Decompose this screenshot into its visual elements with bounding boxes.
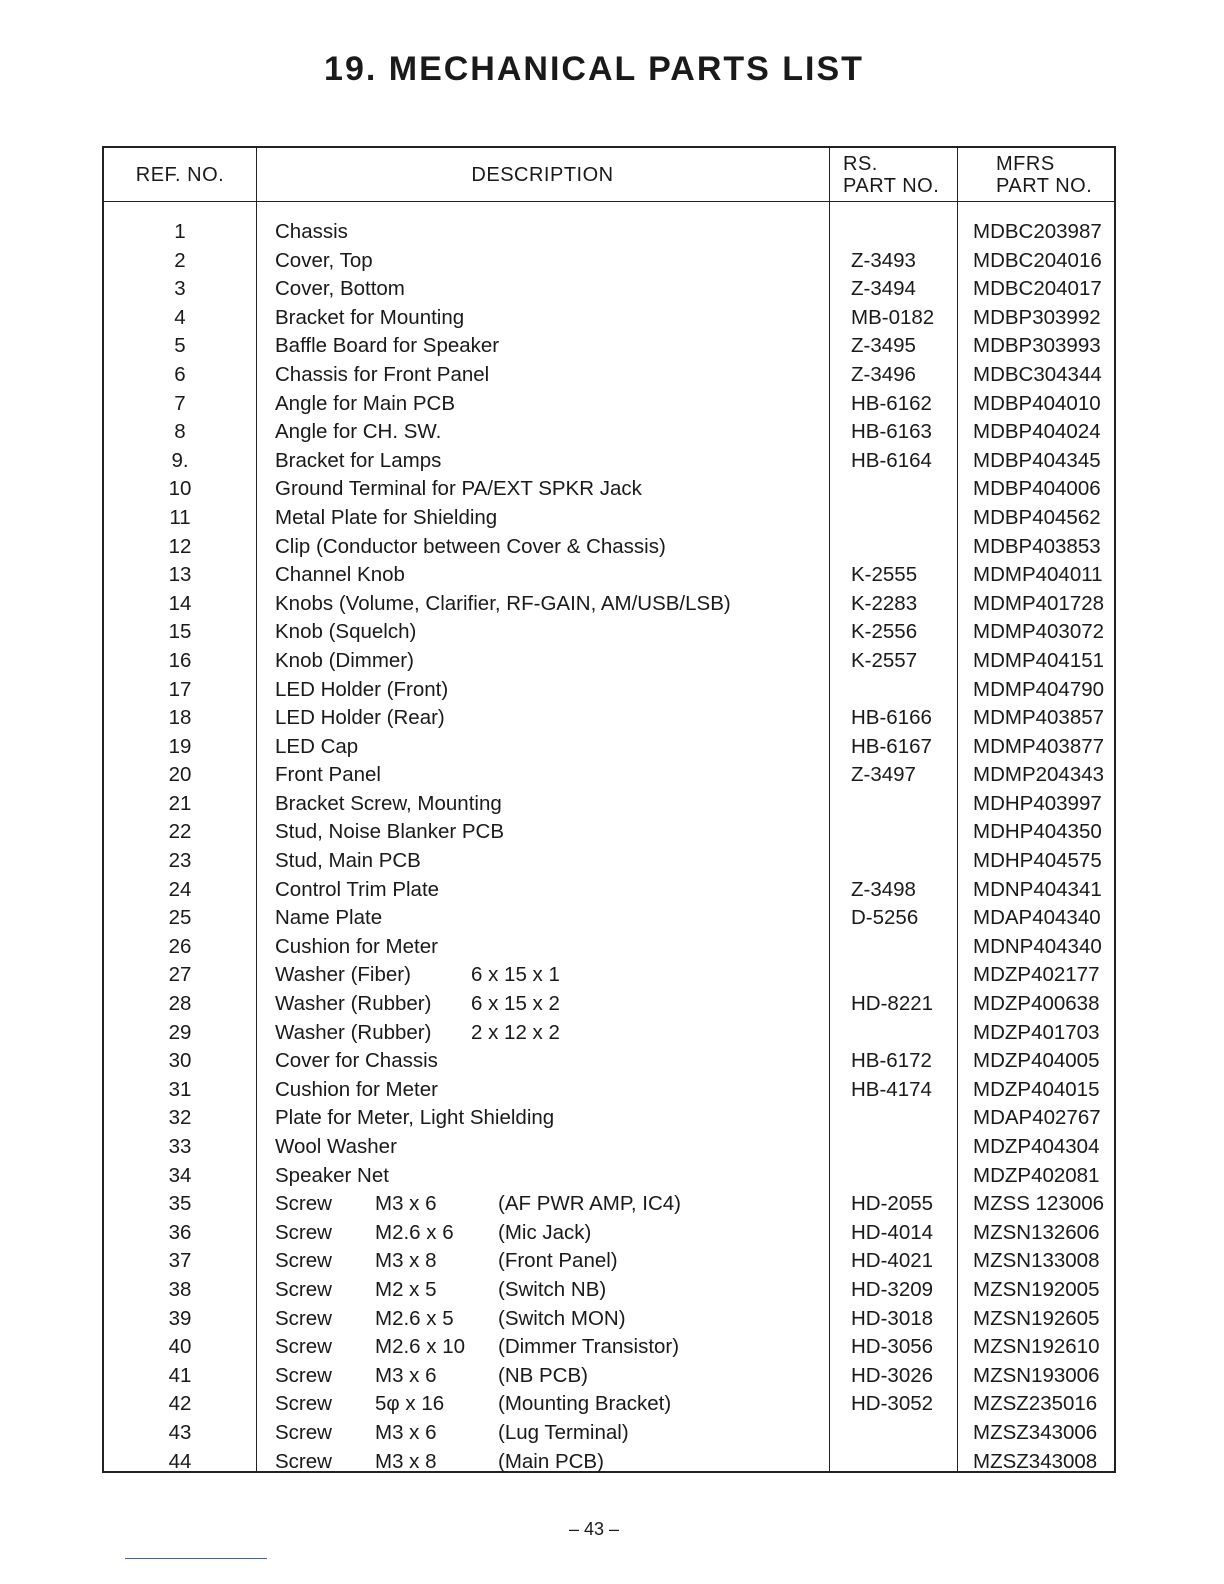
ref-cell: 37: [168, 1249, 192, 1273]
mfrs-part-cell: MDZP404015: [973, 1077, 1100, 1101]
note-cell: (Lug Terminal): [498, 1420, 629, 1444]
mfrs-part-cell: MDMP403857: [973, 706, 1105, 730]
ref-cell: 15: [168, 620, 192, 644]
mfrs-part-cell: MDBC204017: [973, 277, 1102, 301]
mfrs-part-cell: MDNP404341: [973, 877, 1102, 901]
ref-cell: 4: [174, 305, 186, 329]
rs-part-cell: HB-6162: [851, 391, 932, 415]
note-cell: (Switch MON): [498, 1306, 626, 1330]
description-cell: Chassis for Front Panel: [275, 362, 490, 386]
mfrs-part-cell: MDHP404350: [973, 820, 1102, 844]
description-cell: Stud, Main PCB: [275, 849, 421, 873]
description-cell: Screw: [275, 1363, 332, 1387]
table-row: [104, 1104, 1114, 1133]
ref-cell: 24: [168, 877, 192, 901]
description-cell: LED Cap: [275, 734, 359, 758]
table-row: [104, 304, 1114, 333]
size-cell: M3 x 6: [375, 1363, 437, 1387]
mfrs-part-cell: MZSN192005: [973, 1277, 1100, 1301]
mfrs-part-cell: MDBP303993: [973, 334, 1101, 358]
ref-cell: 28: [168, 992, 192, 1016]
description-cell: Knob (Squelch): [275, 620, 417, 644]
ref-cell: 25: [168, 906, 192, 930]
description-cell: Channel Knob: [275, 563, 405, 587]
mfrs-part-cell: MDMP404151: [973, 648, 1105, 672]
ref-cell: 2: [174, 248, 186, 272]
description-cell: Washer (Rubber): [275, 1020, 432, 1044]
rs-part-cell: Z-3497: [851, 763, 916, 787]
description-cell: Cover, Top: [275, 248, 373, 272]
header-ref: REF. NO.: [135, 164, 225, 186]
page-title: 19. MECHANICAL PARTS LIST: [324, 50, 864, 88]
mfrs-part-cell: MDAP404340: [973, 906, 1101, 930]
rs-part-cell: HD-2055: [851, 1192, 934, 1216]
table-row: [104, 361, 1114, 390]
description-cell: Cushion for Meter: [275, 1077, 438, 1101]
rs-part-cell: HD-3056: [851, 1335, 934, 1359]
note-cell: (NB PCB): [498, 1363, 588, 1387]
size-cell: M3 x 6: [375, 1192, 437, 1216]
rs-part-cell: HB-6163: [851, 420, 932, 444]
table-row: [104, 933, 1114, 962]
ref-cell: 23: [168, 849, 192, 873]
ref-cell: 6: [174, 362, 186, 386]
mfrs-part-cell: MDBP403853: [973, 534, 1101, 558]
ref-cell: 31: [168, 1077, 192, 1101]
ref-cell: 13: [168, 563, 192, 587]
ref-cell: 7: [174, 391, 186, 415]
mfrs-part-cell: MDHP403997: [973, 791, 1102, 815]
rs-part-cell: HB-6167: [851, 734, 932, 758]
size-cell: M2.6 x 6: [375, 1220, 454, 1244]
table-row: [104, 504, 1114, 533]
rs-part-cell: HD-3209: [851, 1277, 934, 1301]
rs-part-cell: HD-4021: [851, 1249, 934, 1273]
note-cell: (Mounting Bracket): [498, 1392, 672, 1416]
mfrs-part-cell: MDAP402767: [973, 1106, 1101, 1130]
note-cell: (Front Panel): [498, 1249, 618, 1273]
description-cell: Screw: [275, 1420, 332, 1444]
mfrs-part-cell: MZSZ343006: [973, 1420, 1098, 1444]
table-row: [104, 1276, 1114, 1305]
table-row: [104, 275, 1114, 304]
description-cell: Speaker Net: [275, 1163, 389, 1187]
ref-cell: 36: [168, 1220, 192, 1244]
size-cell: 2 x 12 x 2: [471, 1020, 560, 1044]
table-row: [104, 247, 1114, 276]
ref-cell: 22: [168, 820, 192, 844]
mfrs-part-cell: MDBP303992: [973, 305, 1101, 329]
ref-cell: 21: [168, 791, 192, 815]
rs-part-cell: HD-3018: [851, 1306, 934, 1330]
table-row: [104, 1333, 1114, 1362]
size-cell: M2 x 5: [375, 1277, 437, 1301]
ref-cell: 40: [168, 1335, 192, 1359]
description-cell: Knob (Dimmer): [275, 648, 414, 672]
ref-cell: 30: [168, 1049, 192, 1073]
ref-cell: 27: [168, 963, 192, 987]
table-row: [104, 818, 1114, 847]
description-cell: Cover for Chassis: [275, 1049, 438, 1073]
rs-part-cell: K-2555: [851, 563, 918, 587]
mfrs-part-cell: MDMP204343: [973, 763, 1105, 787]
description-cell: Angle for CH. SW.: [275, 420, 442, 444]
mfrs-part-cell: MDBP404006: [973, 477, 1101, 501]
description-cell: Stud, Noise Blanker PCB: [275, 820, 505, 844]
description-cell: Bracket for Mounting: [275, 305, 465, 329]
note-cell: (Mic Jack): [498, 1220, 592, 1244]
description-cell: Bracket for Lamps: [275, 448, 442, 472]
size-cell: M3 x 8: [375, 1249, 437, 1273]
ref-cell: 34: [168, 1163, 192, 1187]
note-cell: (Main PCB): [498, 1449, 604, 1473]
description-cell: Cushion for Meter: [275, 934, 438, 958]
table-row: [104, 1133, 1114, 1162]
table-row: [104, 904, 1114, 933]
table-row: [104, 1190, 1114, 1219]
table-row: [104, 390, 1114, 419]
ref-cell: 10: [168, 477, 192, 501]
table-row: [104, 876, 1114, 905]
size-cell: M2.6 x 5: [375, 1306, 454, 1330]
rs-part-cell: K-2283: [851, 591, 918, 615]
mfrs-part-cell: MDZP404005: [973, 1049, 1100, 1073]
mfrs-part-cell: MDZP402081: [973, 1163, 1100, 1187]
header-mfrs-line1: MFRS: [996, 153, 1055, 175]
ref-cell: 35: [168, 1192, 192, 1216]
description-cell: Plate for Meter, Light Shielding: [275, 1106, 555, 1130]
mfrs-part-cell: MDMP404790: [973, 677, 1105, 701]
description-cell: Baffle Board for Speaker: [275, 334, 500, 358]
table-row: [104, 218, 1114, 247]
table-row: [104, 1247, 1114, 1276]
footer-rule: [125, 1558, 267, 1559]
description-cell: Screw: [275, 1392, 332, 1416]
rs-part-cell: HD-3026: [851, 1363, 934, 1387]
mfrs-part-cell: MZSN133008: [973, 1249, 1100, 1273]
mfrs-part-cell: MDBP404024: [973, 420, 1101, 444]
size-cell: 6 x 15 x 2: [471, 992, 560, 1016]
table-row: [104, 590, 1114, 619]
table-row: [104, 1390, 1114, 1419]
ref-cell: 42: [168, 1392, 192, 1416]
mfrs-part-cell: MZSZ235016: [973, 1392, 1098, 1416]
description-cell: Front Panel: [275, 763, 381, 787]
ref-cell: 16: [168, 648, 192, 672]
rs-part-cell: D-5256: [851, 906, 919, 930]
ref-cell: 32: [168, 1106, 192, 1130]
ref-cell: 14: [168, 591, 192, 615]
mfrs-part-cell: MZSN192610: [973, 1335, 1100, 1359]
description-cell: Clip (Conductor between Cover & Chassis): [275, 534, 666, 558]
table-row: [104, 1448, 1114, 1477]
ref-cell: 5: [174, 334, 186, 358]
rs-part-cell: Z-3498: [851, 877, 916, 901]
rs-part-cell: Z-3496: [851, 362, 916, 386]
description-cell: Screw: [275, 1306, 332, 1330]
mfrs-part-cell: MDBC204016: [973, 248, 1102, 272]
ref-cell: 17: [168, 677, 192, 701]
mfrs-part-cell: MDBP404010: [973, 391, 1101, 415]
table-row: [104, 847, 1114, 876]
mfrs-part-cell: MZSN192605: [973, 1306, 1100, 1330]
table-row: [104, 790, 1114, 819]
ref-cell: 9.: [171, 448, 189, 472]
note-cell: (Dimmer Transistor): [498, 1335, 680, 1359]
rs-part-cell: HD-3052: [851, 1392, 934, 1416]
description-cell: Chassis: [275, 220, 348, 243]
ref-cell: 38: [168, 1277, 192, 1301]
table-row: [104, 618, 1114, 647]
size-cell: M3 x 6: [375, 1420, 437, 1444]
size-cell: M2.6 x 10: [375, 1335, 466, 1359]
mfrs-part-cell: MDMP403072: [973, 620, 1105, 644]
mfrs-part-cell: MDBP404345: [973, 448, 1101, 472]
description-cell: Washer (Fiber): [275, 963, 411, 987]
rs-part-cell: HB-4174: [851, 1077, 932, 1101]
ref-cell: 11: [169, 505, 191, 529]
parts-rows: [104, 218, 1114, 1476]
description-cell: Screw: [275, 1249, 332, 1273]
table-row: [104, 475, 1114, 504]
rs-part-cell: Z-3495: [851, 334, 916, 358]
table-row: [104, 647, 1114, 676]
table-row: [104, 1076, 1114, 1105]
table-row: [104, 1162, 1114, 1191]
ref-cell: 41: [168, 1363, 192, 1387]
description-cell: Control Trim Plate: [275, 877, 440, 901]
rs-part-cell: HD-8221: [851, 992, 934, 1016]
description-cell: Ground Terminal for PA/EXT SPKR Jack: [275, 477, 642, 501]
rs-part-cell: K-2557: [851, 648, 918, 672]
mfrs-part-cell: MDZP401703: [973, 1020, 1100, 1044]
ref-cell: 26: [168, 934, 192, 958]
description-cell: LED Holder (Front): [275, 677, 449, 701]
table-row: [104, 961, 1114, 990]
ref-cell: 12: [168, 534, 192, 558]
mfrs-part-cell: MDMP401728: [973, 591, 1105, 615]
description-cell: Screw: [275, 1220, 332, 1244]
header-rs-line1: RS.: [843, 153, 878, 175]
ref-cell: 33: [168, 1135, 192, 1158]
rs-part-cell: HD-4014: [851, 1220, 934, 1244]
description-cell: Screw: [275, 1192, 332, 1216]
mfrs-part-cell: MDBC203987: [973, 220, 1102, 243]
note-cell: (Switch NB): [498, 1277, 607, 1301]
size-cell: 5φ x 16: [375, 1392, 445, 1416]
table-row: [104, 1047, 1114, 1076]
ref-cell: 44: [168, 1449, 192, 1473]
header-divider: [104, 201, 1114, 202]
ref-cell: 19: [168, 734, 192, 758]
size-cell: 6 x 15 x 1: [471, 963, 560, 987]
rs-part-cell: HB-6172: [851, 1049, 932, 1073]
mfrs-part-cell: MDMP403877: [973, 734, 1105, 758]
description-cell: Knobs (Volume, Clarifier, RF-GAIN, AM/USB/LSB): [275, 591, 731, 615]
mfrs-part-cell: MDZP402177: [973, 963, 1100, 987]
mfrs-part-cell: MDHP404575: [973, 849, 1102, 873]
table-row: [104, 761, 1114, 790]
parts-table: [102, 146, 1116, 1473]
description-cell: Screw: [275, 1277, 332, 1301]
table-row: [104, 332, 1114, 361]
header-rs-line2: PART NO.: [843, 175, 940, 197]
rs-part-cell: HB-6166: [851, 706, 932, 730]
rs-part-cell: HB-6164: [851, 448, 932, 472]
table-row: [104, 733, 1114, 762]
size-cell: M3 x 8: [375, 1449, 437, 1473]
ref-cell: 18: [168, 706, 192, 730]
mfrs-part-cell: MDZP404304: [973, 1135, 1100, 1158]
mfrs-part-cell: MZSZ343008: [973, 1449, 1098, 1473]
table-row: [104, 1305, 1114, 1334]
rs-part-cell: MB-0182: [851, 305, 935, 329]
table-row: [104, 676, 1114, 705]
mfrs-part-cell: MZSN132606: [973, 1220, 1100, 1244]
description-cell: Bracket Screw, Mounting: [275, 791, 502, 815]
page-number: – 43 –: [568, 1519, 620, 1539]
ref-cell: 3: [174, 277, 186, 301]
mfrs-part-cell: MZSN193006: [973, 1363, 1100, 1387]
header-mfrs-line2: PART NO.: [996, 175, 1093, 197]
table-row: [104, 561, 1114, 590]
description-cell: Name Plate: [275, 906, 383, 930]
ref-cell: 20: [168, 763, 192, 787]
description-cell: Screw: [275, 1449, 332, 1473]
description-cell: Washer (Rubber): [275, 992, 432, 1016]
description-cell: LED Holder (Rear): [275, 706, 445, 730]
rs-part-cell: Z-3493: [851, 248, 916, 272]
table-row: [104, 990, 1114, 1019]
mfrs-part-cell: MDNP404340: [973, 934, 1102, 958]
rs-part-cell: K-2556: [851, 620, 918, 644]
ref-cell: 43: [168, 1420, 192, 1444]
mfrs-part-cell: MDZP400638: [973, 992, 1100, 1016]
table-row: [104, 1219, 1114, 1248]
table-row: [104, 1362, 1114, 1391]
header-description: DESCRIPTION: [471, 164, 614, 186]
description-cell: Angle for Main PCB: [275, 391, 456, 415]
table-row: [104, 1019, 1114, 1048]
ref-cell: 8: [174, 420, 186, 444]
note-cell: (AF PWR AMP, IC4): [498, 1192, 682, 1216]
mfrs-part-cell: MDMP404011: [973, 563, 1103, 587]
table-row: [104, 418, 1114, 447]
table-row: [104, 533, 1114, 562]
mfrs-part-cell: MDBC304344: [973, 362, 1102, 386]
description-cell: Screw: [275, 1335, 332, 1359]
rs-part-cell: Z-3494: [851, 277, 916, 301]
description-cell: Wool Washer: [275, 1135, 397, 1158]
description-cell: Cover, Bottom: [275, 277, 405, 301]
mfrs-part-cell: MDBP404562: [973, 505, 1101, 529]
ref-cell: 39: [168, 1306, 192, 1330]
mfrs-part-cell: MZSS 123006: [973, 1192, 1105, 1216]
table-row: [104, 704, 1114, 733]
description-cell: Metal Plate for Shielding: [275, 505, 498, 529]
ref-cell: 29: [168, 1020, 192, 1044]
table-row: [104, 447, 1114, 476]
ref-cell: 1: [174, 220, 186, 243]
table-row: [104, 1419, 1114, 1448]
